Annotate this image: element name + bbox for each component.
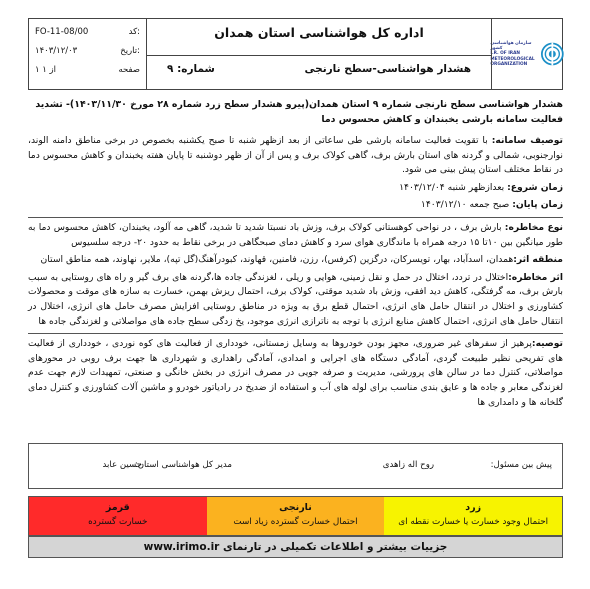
impact-text: اختلال در تردد، اختلال در حمل و نقل زمینی، هوایی و ریلی ، لغزندگی جاده ها،گردنه های برف گیر و راه های روستایی به سبب بارش برف، مه گرفتگی، کاهش دید افقی، وزش باد شدید موقتی، کولاک برف، احتمال ریزش بهمن، خسارت به سازه های موقت و محصولات کشاورزی و اختلال در انتقال حامل های انرژی، احتمال قطع برق به ویژه در مناطق روستایی افزایش مصرف حامل های انرژی، اختلال در انتقال حامل های انرژی، احتمال کاهش منابع انرژی با توجه به ناترازی انرژی موجود، یخ زدگی سطح جاده های مواصلاتی و لغزندگی جاده ها [28, 271, 563, 327]
legend-yellow [384, 497, 562, 535]
document-header [28, 18, 563, 90]
logo-text-en-1: I.R. OF IRAN [490, 51, 521, 57]
description-text: با تقویت فعالیت سامانه بارشی طی ساعاتی از بعد ازظهر شنبه تا صبح یکشنبه بخصوص در برخی مناطق دامنه الوند، نوارجنوبی، شمالی و گردنه های استان بارش برف، گاهی کولاک برف و پس از آن از ظهر دوشنبه تا پایان هفته یخبندان و کاهش محسوس دما در نقاط مختلف استان پیش بینی می شود. [28, 135, 563, 176]
section-divider-2 [28, 333, 563, 334]
warning-number: شماره: ۹ [167, 63, 215, 75]
warning-level-legend [28, 496, 563, 536]
end-time-paragraph [28, 198, 563, 213]
logo-block [492, 19, 562, 89]
page-row [35, 61, 140, 80]
warning-heading-row [167, 63, 471, 75]
meteorological-organization-logo [490, 41, 563, 67]
hazard-paragraph [28, 221, 563, 250]
date-row [35, 42, 140, 61]
advice-label: توصیه: [531, 338, 563, 350]
section-divider [28, 217, 563, 218]
description-paragraph [28, 134, 563, 178]
logo-text-fa: سازمان هواشناسی کشور [490, 40, 532, 52]
warning-body [28, 134, 563, 413]
logo-text [490, 41, 538, 67]
end-time-label: زمان پایان: [512, 199, 563, 211]
advice-text: پرهیز از سفرهای غیر ضروری، مجهز بودن خودروها به وسایل زمستانی، خودداری از فعالیت های کوه نوردی ، خودداری از فعالیت های تفریحی نظیر طبیعت گردی، آمادگی دستگاه های اجرایی و امدادی، آمادگی راهداری و شهرداری ها جهت برف روبی در محورهای مواصلاتی، کنترل دما در سالن های پرورشی، مدیریت و صرفه جویی در مصرف انرژی در بخش خانگی و صنعتی، تمهیدات لازم جهت عدم لغزندگی معابر و جاده ها و عایق بندی مناسب برای لوله های آب و استفاده از ضدیخ در رادیاتور خودرو و ماشین آلات کشاورزی و کنترل دمای گلخانه ها و دامداری ها [28, 338, 563, 408]
description-label: توصیف سامانه: [491, 135, 563, 146]
logo-icon [541, 41, 564, 67]
region-text: همدان، اسدآباد، بهار، تویسرکان، درگزین (کرفس)، رزن، فامنین، قهاوند، کبودرآهنگ(گل تپه)، ملایر، نهاوند، همه مناطق استان [40, 254, 514, 266]
logo-text-en-3: ORGANIZATION [490, 61, 528, 67]
legend-yellow-text: احتمال وجود خسارت یا خسارت نقطه ای [398, 517, 549, 527]
signature-block [28, 443, 563, 489]
legend-orange-text: احتمال خسارت گسترده زیاد است [233, 517, 358, 527]
region-paragraph [28, 253, 563, 268]
forecaster-label: پیش بین مسئول: [490, 460, 552, 470]
legend-orange [207, 497, 385, 535]
advice-paragraph [28, 337, 563, 410]
footer-info: جزییات بیشتر و اطلاعات تکمیلی در تارنمای www.irimo.ir [28, 536, 563, 558]
hazard-text: بارش برف ، در نواحی کوهستانی کولاک برف، وزش باد نسبتا شدید تا شدید، گاهی مه آلود، یخبندان، کاهش محسوس دما به طور میانگین بین ۱۰تا ۱۵ درجه همراه با ماندگاری هوای سرد و کاهش دمای صبحگاهی در برخی نقاط به حدود ۲۰- درجه سلسیوس [28, 221, 563, 248]
date-label: تاریخ: [120, 46, 140, 56]
code-label: کد: [128, 27, 140, 37]
impact-paragraph [28, 271, 563, 329]
director-label: مدیر کل هواشناسی استان: [134, 460, 232, 470]
legend-red [29, 497, 207, 535]
page-value: ۱ از ۱ [35, 65, 57, 75]
legend-orange-title: نارنجی [279, 502, 312, 513]
start-time-label: زمان شروع: [507, 181, 563, 193]
end-time-text: صبح جمعه ۱۴۰۳/۱۲/۱۰ [420, 199, 513, 211]
header-divider [147, 55, 491, 56]
start-time-text: بعدازظهر شنبه ۱۴۰۳/۱۲/۰۴ [399, 181, 508, 193]
warning-level-title: هشدار هواشناسی-سطح نارنجی [304, 63, 471, 75]
code-value: FO-11-08/00 [35, 27, 89, 37]
date-value: ۱۴۰۳/۱۲/۰۳ [35, 46, 78, 56]
header-meta [29, 19, 147, 89]
warning-document [28, 18, 563, 578]
office-name: اداره کل هواشناسی استان همدان [214, 25, 424, 40]
region-label: منطقه اثر: [513, 254, 563, 266]
logo-text-en-2: METEOROLOGICAL [490, 56, 535, 62]
header-title-block [147, 19, 492, 89]
director-name: حسین عابد [102, 460, 142, 470]
legend-yellow-title: زرد [465, 502, 482, 513]
forecaster-name: روح اله زاهدی [382, 460, 434, 470]
legend-red-text: خسارت گسترده [88, 517, 148, 527]
code-row [35, 23, 140, 42]
legend-red-title: قرمز [105, 502, 130, 513]
warning-title: هشدار هواشناسی سطح نارنجی شماره ۹ استان همدان(پیرو هشدار سطح زرد شماره ۲۸ مورخ ۱۴۰۳/۱۱/۳۰)- تشدید فعالیت سامانه بارشی یخبندان و کاهش محسوس دما [35, 99, 563, 125]
impact-label: اثر مخاطره: [508, 271, 563, 283]
start-time-paragraph [28, 181, 563, 196]
page-label: صفحه [118, 65, 140, 75]
hazard-label: نوع مخاطره: [504, 221, 563, 233]
